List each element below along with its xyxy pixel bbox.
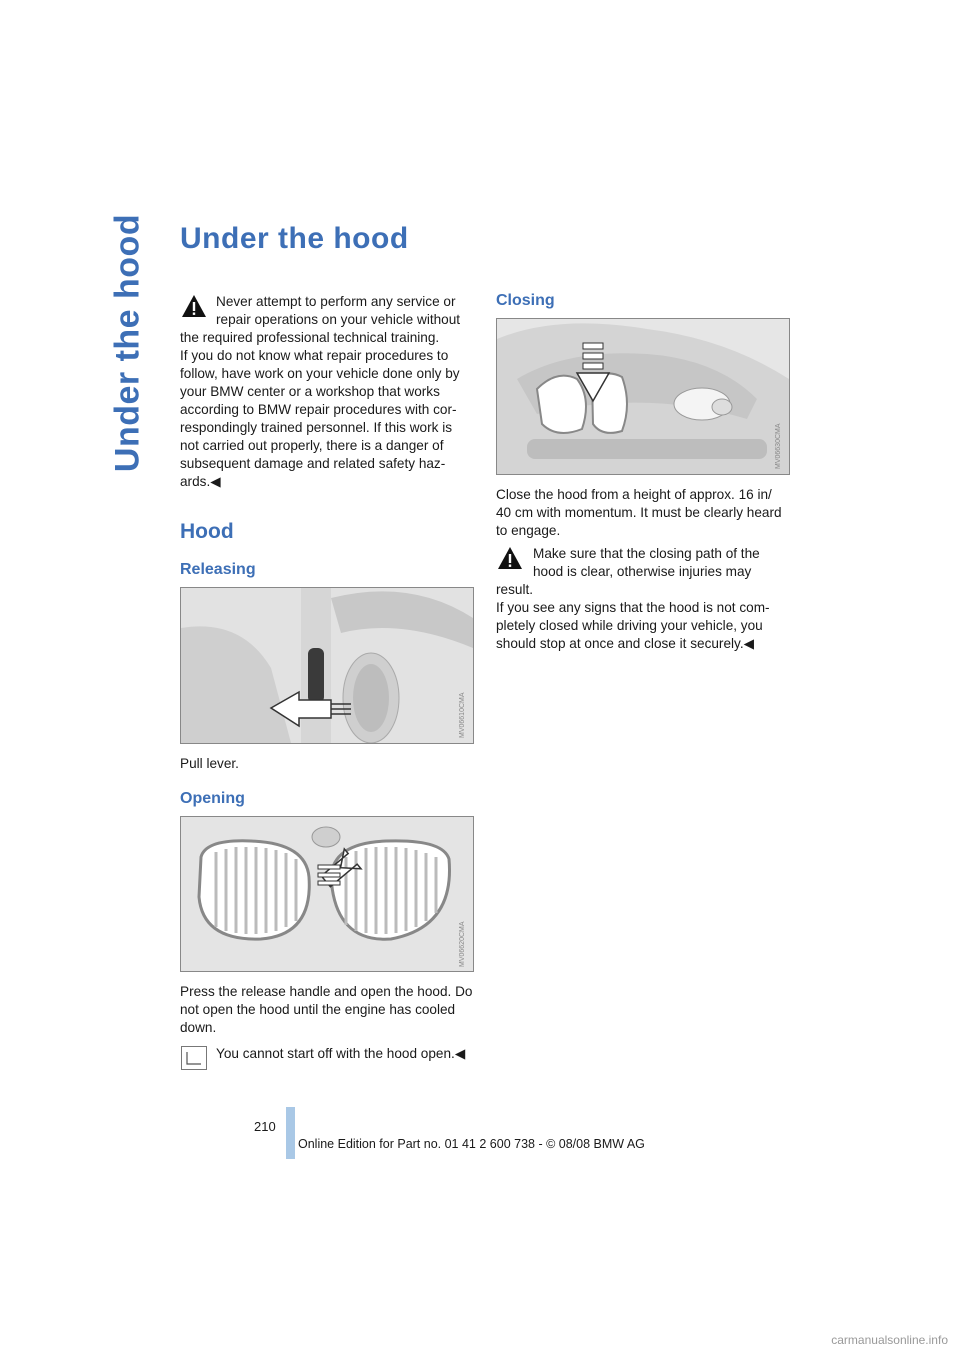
opening-line: not open the hood until the engine has cooled <box>180 1002 456 1017</box>
footer-accent-bar <box>286 1107 295 1159</box>
subheading-opening: Opening <box>180 790 245 807</box>
warning-triangle-icon <box>181 294 207 318</box>
intro-warning-line: subsequent damage and related safety haz- <box>180 456 446 471</box>
sidebar-chapter-title <box>104 213 152 473</box>
intro-warning-line: not carried out properly, there is a danger of <box>180 438 444 453</box>
lever-illustration-icon <box>181 588 473 743</box>
closing-warning-line: result. <box>496 582 534 597</box>
watermark: carmanualsonline.info <box>831 1333 948 1347</box>
warning-triangle-icon <box>497 546 523 570</box>
subheading-releasing: Releasing <box>180 561 256 578</box>
intro-warning-body <box>180 329 480 491</box>
releasing-illustration <box>180 587 474 744</box>
intro-warning-line-2: repair operations on your vehicle without <box>216 312 461 327</box>
closing-line: to engage. <box>496 523 561 538</box>
intro-warning-line: follow, have work on your vehicle done only by <box>180 366 460 381</box>
section-heading-hood: Hood <box>180 520 234 543</box>
intro-warning-line: according to BMW repair procedures with cor- <box>180 402 457 417</box>
car-front-illustration-icon <box>497 319 789 474</box>
closing-warning-body <box>496 581 796 653</box>
closing-warning-line-1: Make sure that the closing path of the <box>533 546 760 561</box>
closing-warning-line-2: hood is clear, otherwise injuries may <box>533 564 752 579</box>
closing-warning-line: should stop at once and close it securely.◀ <box>496 636 755 651</box>
footer-edition-text: Online Edition for Part no. 01 41 2 600 738 - © 08/08 BMW AG <box>298 1137 645 1151</box>
intro-warning-line: ards.◀ <box>180 474 221 489</box>
page-title: Under the hood <box>180 222 409 255</box>
intro-warning-line: your BMW center or a workshop that works <box>180 384 440 399</box>
closing-warning-line: pletely closed while driving your vehicle, you <box>496 618 763 633</box>
sidebar-chapter-title-text: Under the hood <box>108 213 147 473</box>
releasing-image-code: MV06610CMA <box>459 692 466 738</box>
subheading-closing: Closing <box>496 292 555 309</box>
note-icon <box>181 1046 207 1070</box>
intro-warning-line-1: Never attempt to perform any service or <box>216 294 456 309</box>
releasing-caption: Pull lever. <box>180 756 239 771</box>
closing-text <box>496 486 796 540</box>
opening-image-code: MV06620CMA <box>459 921 466 967</box>
opening-text <box>180 983 480 1037</box>
closing-warning-line: If you see any signs that the hood is not com- <box>496 600 770 615</box>
closing-line: Close the hood from a height of approx. 16 in/ <box>496 487 772 502</box>
opening-illustration <box>180 816 474 972</box>
closing-illustration <box>496 318 790 475</box>
opening-line: down. <box>180 1020 217 1035</box>
page-number: 210 <box>254 1119 276 1134</box>
opening-line: Press the release handle and open the hood. Do <box>180 984 473 999</box>
grille-illustration-icon <box>181 817 473 971</box>
intro-warning-line: If you do not know what repair procedures to <box>180 348 449 363</box>
intro-warning-line: respondingly trained personnel. If this work is <box>180 420 453 435</box>
intro-warning-line: the required professional technical training. <box>180 330 440 345</box>
closing-line: 40 cm with momentum. It must be clearly heard <box>496 505 782 520</box>
opening-note: You cannot start off with the hood open.◀ <box>216 1046 466 1061</box>
closing-image-code: MV06630CMA <box>775 423 782 469</box>
